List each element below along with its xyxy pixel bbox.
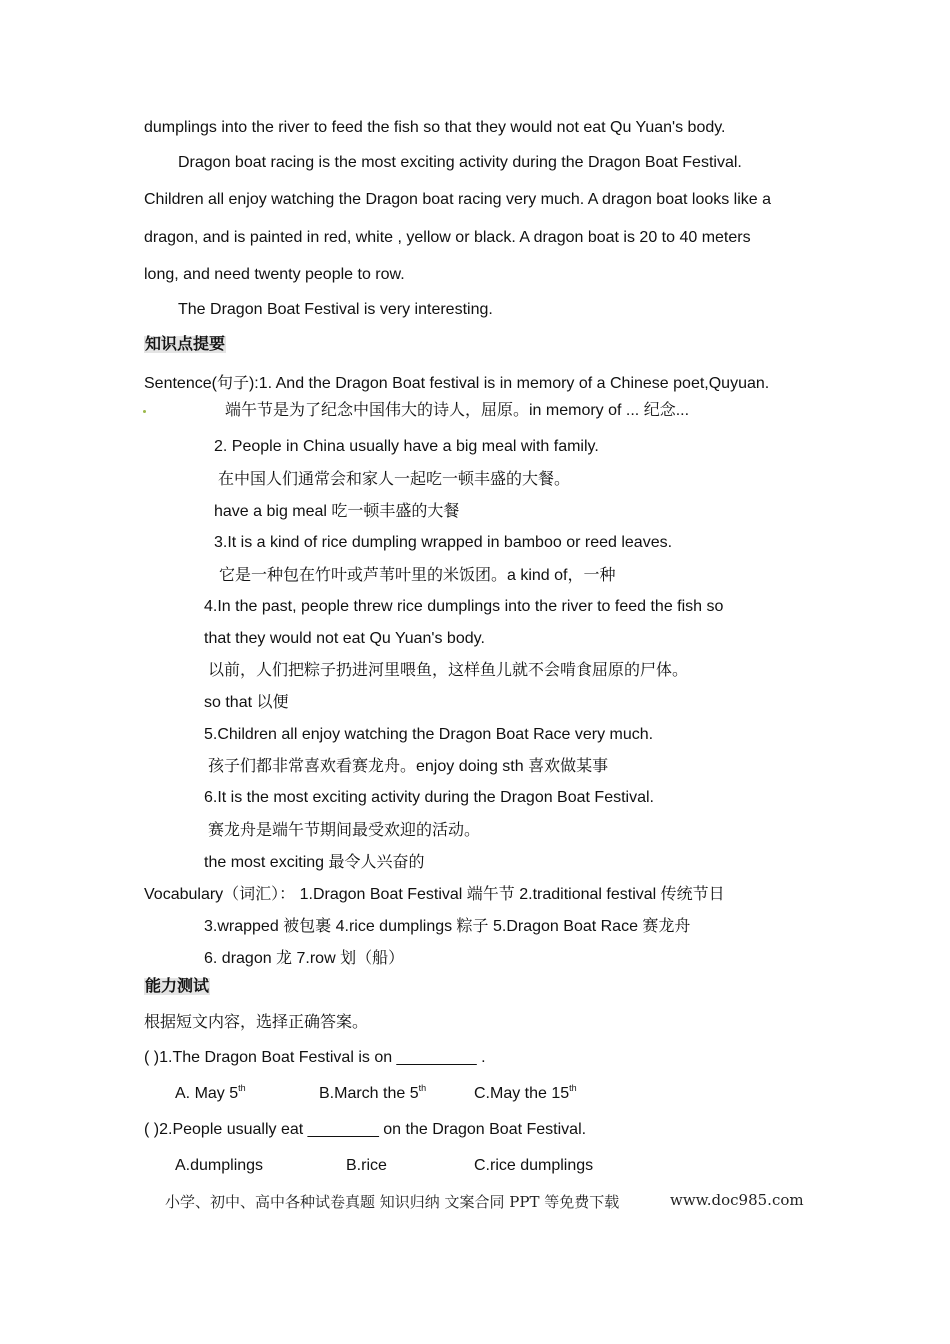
q1-option-b: B.March the 5th: [319, 1083, 427, 1102]
sentence-4-cn: 以前，人们把粽子扔进河里喂鱼，这样鱼儿就不会啃食屈原的尸体。: [208, 662, 689, 679]
sentence-6-en: 6.It is the most exciting activity during the Dragon Boat Festival.: [204, 789, 654, 806]
question-2: ( )2.People usually eat ________ on the Dragon Boat Festival.: [144, 1121, 587, 1138]
vocabulary-line: 3.wrapped 被包裹 4.rice dumplings 粽子 5.Dragon Boat Race 赛龙舟: [204, 918, 691, 935]
q2-option-c: C.rice dumplings: [474, 1157, 594, 1174]
q2-option-a: A.dumplings: [175, 1157, 264, 1174]
sentence-4-en: 4.In the past, people threw rice dumplings into the river to feed the fish so: [204, 598, 724, 615]
sentence-4-en: that they would not eat Qu Yuan's body.: [204, 630, 485, 647]
sentence-2-en: 2. People in China usually have a big meal with family.: [214, 438, 599, 455]
sentence-4-note: so that 以便: [204, 694, 289, 711]
passage-line: dumplings into the river to feed the fish so that they would not eat Qu Yuan's body.: [144, 119, 726, 136]
knowledge-heading: 知识点提要: [145, 336, 226, 353]
sentence-5-cn: 孩子们都非常喜欢看赛龙舟。enjoy doing sth 喜欢做某事: [208, 758, 609, 775]
vocabulary-line: 6. dragon 龙 7.row 划（船）: [204, 950, 405, 967]
sentence-3-en: 3.It is a kind of rice dumpling wrapped in bamboo or reed leaves.: [214, 534, 673, 551]
footer-url[interactable]: www.doc985.com: [670, 1191, 804, 1209]
vocabulary-line: Vocabulary（词汇）： 1.Dragon Boat Festival 端午节 2.traditional festival 传统节日: [144, 886, 725, 903]
bullet-dot: [143, 410, 146, 413]
passage-line: dragon, and is painted in red, white , yellow or black. A dragon boat is 20 to 40 meters: [144, 229, 751, 246]
passage-line: Children all enjoy watching the Dragon boat racing very much. A dragon boat looks like a: [144, 191, 772, 208]
sentence-6-cn: 赛龙舟是端午节期间最受欢迎的活动。: [208, 822, 481, 839]
sentence-5-en: 5.Children all enjoy watching the Dragon Boat Race very much.: [204, 726, 654, 743]
q2-option-b: B.rice: [346, 1157, 387, 1174]
sentence-1-en: Sentence(句子):1. And the Dragon Boat festival is in memory of a Chinese poet,Quyuan.: [144, 375, 770, 392]
sentence-2-cn: 在中国人们通常会和家人一起吃一顿丰盛的大餐。: [218, 471, 571, 488]
question-1: ( )1.The Dragon Boat Festival is on _________ .: [144, 1049, 486, 1066]
footer-text: 小学、初中、高中各种试卷真题 知识归纳 文案合同 PPT 等免费下载: [165, 1193, 620, 1211]
sentence-1-cn: 端午节是为了纪念中国伟大的诗人，屈原。in memory of ... 纪念...: [225, 402, 690, 419]
q1-option-c: C.May the 15th: [474, 1083, 577, 1102]
test-heading: 能力测试: [145, 978, 210, 995]
passage-line: long, and need twenty people to row.: [144, 266, 405, 283]
sentence-3-cn: 它是一种包在竹叶或芦苇叶里的米饭团。a kind of，一种: [219, 567, 616, 584]
passage-line: The Dragon Boat Festival is very interesting.: [178, 301, 493, 318]
q1-option-a: A. May 5th: [175, 1083, 246, 1102]
sentence-6-note: the most exciting 最令人兴奋的: [204, 854, 425, 871]
sentence-2-note: have a big meal 吃一顿丰盛的大餐: [214, 503, 460, 520]
passage-line: Dragon boat racing is the most exciting activity during the Dragon Boat Festival.: [178, 154, 742, 171]
test-instruction: 根据短文内容，选择正确答案。: [144, 1014, 369, 1031]
